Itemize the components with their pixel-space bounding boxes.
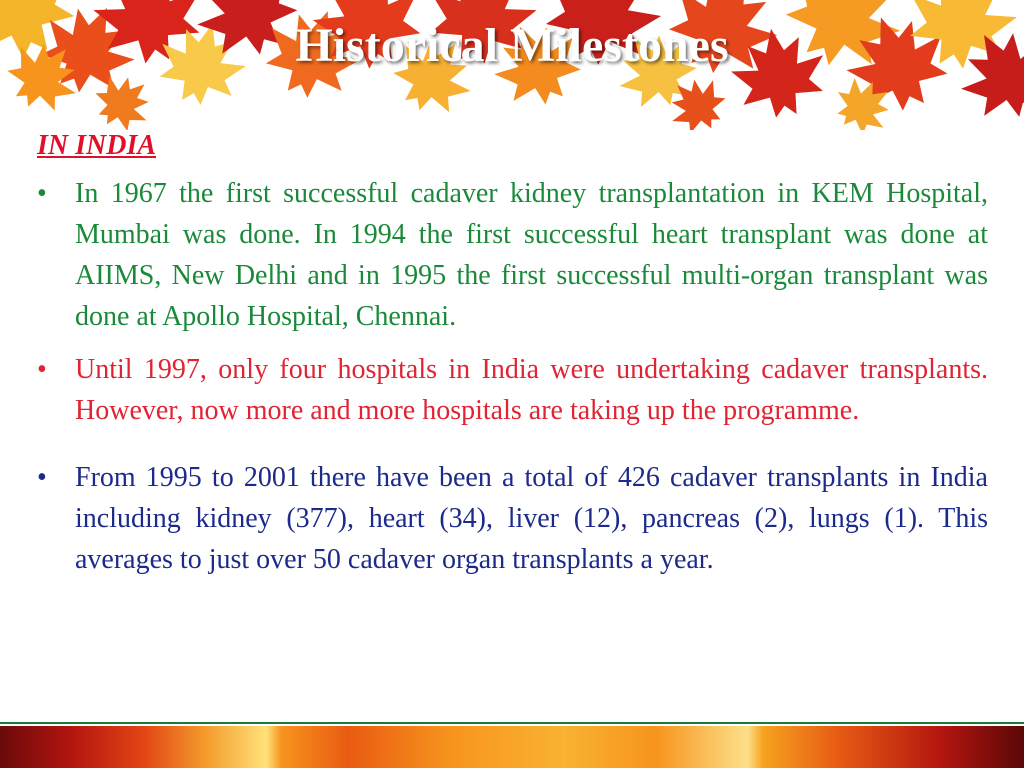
bullet-text: From 1995 to 2001 there have been a total of 426 cadaver transplants in India including kidney (377), heart (34), liver (12), pancreas (2), lungs (1). This averages to just over 50 cadaver organ transplants a year. [75, 462, 988, 575]
section-heading: IN INDIA [37, 130, 157, 161]
footer-divider-line [0, 722, 1024, 724]
bullet-item-kidney-heart-transplant [37, 173, 988, 337]
bullet-dot: • [37, 462, 47, 493]
bullet-item-hospitals [37, 349, 988, 431]
slide-title: Historical Milestones [295, 19, 729, 72]
footer-band [0, 722, 1024, 768]
bullet-text: In 1967 the first successful cadaver kidney transplantation in KEM Hospital, Mumbai was done. In 1994 the first successful heart transplant was done at AIIMS, New Delhi and in 1995 the first successful multi-organ transplant was done at Apollo Hospital, Chennai. [75, 178, 988, 332]
footer-gradient-bar [0, 726, 1024, 768]
bullet-text: Until 1997, only four hospitals in India were undertaking cadaver transplants. However, now more and more hospitals are taking up the programme. [75, 354, 988, 426]
bullet-item-statistics [37, 457, 988, 580]
bullet-dot: • [37, 354, 47, 385]
bullet-dot: • [37, 178, 47, 209]
bullet-list [37, 173, 988, 580]
